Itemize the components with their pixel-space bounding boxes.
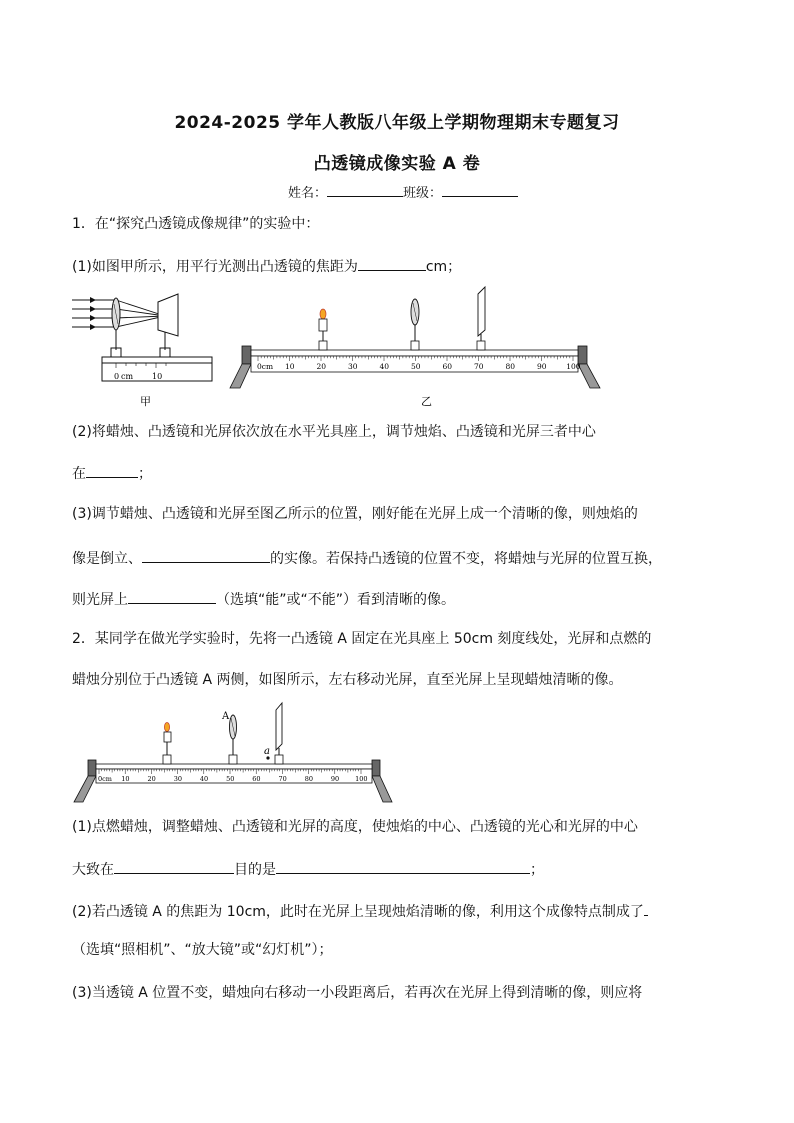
- scale-label: 0cm: [257, 362, 274, 371]
- light-screen: [158, 294, 178, 336]
- figure-label-jia: 甲: [140, 395, 151, 408]
- name-class-line: [288, 181, 518, 204]
- class-label: 班级：: [403, 186, 443, 201]
- name-label: 姓名：: [288, 186, 328, 201]
- q1-center-blank[interactable]: [86, 462, 138, 478]
- lens-label-a: A: [222, 711, 230, 722]
- scale-label: 40: [199, 775, 209, 783]
- scale-label: 100: [355, 775, 368, 783]
- q1-part2: (2)将蜡烛、凸透镜和光屏依次放在水平光具座上，调节烛焰、凸透镜和光屏三者中心: [72, 424, 596, 440]
- scale-label: 80: [304, 775, 313, 783]
- document-subtitle: 凸透镜成像实验 A 卷: [313, 154, 481, 174]
- q1-focal-blank[interactable]: [358, 255, 426, 271]
- bench-leg-left: [74, 776, 96, 802]
- point-label-a: a: [264, 746, 270, 757]
- scale-label: 60: [442, 362, 453, 371]
- convex-lens: [411, 299, 419, 350]
- q2-purpose-blank[interactable]: [276, 858, 530, 874]
- scale-label: 50: [226, 775, 235, 783]
- document-title: 2024-2025 学年人教版八年级上学期物理期末专题复习: [174, 113, 620, 133]
- bench-rail: [251, 350, 578, 356]
- candle: [319, 309, 327, 350]
- convex-lens-a: [229, 715, 237, 764]
- q1-image-type-blank[interactable]: [142, 547, 270, 563]
- scale-label: 90: [537, 362, 547, 371]
- light-screen: [275, 703, 283, 764]
- q2-part2-text: (2)若凸透镜 A 的焦距为 10cm，此时在光屏上呈现烛焰清晰的像，利用这个成像特点制成了: [72, 904, 644, 920]
- q2-part2: [72, 900, 648, 922]
- stands: [111, 330, 170, 358]
- tick-label: 0: [114, 372, 120, 381]
- figure-jia: [70, 284, 220, 409]
- scale-label: 80: [505, 362, 516, 371]
- q2-part1-text: 大致在: [72, 862, 114, 878]
- q1-part3-cont: [72, 547, 662, 569]
- figure-q2: [68, 700, 398, 808]
- scale-label: 60: [252, 775, 261, 783]
- bench-rail: [96, 764, 372, 769]
- bench-leg-right: [578, 364, 600, 388]
- ray-arrows: [90, 297, 96, 330]
- q1-part3-text3: 则光屏上: [72, 592, 128, 608]
- scale-label: 50: [411, 362, 421, 371]
- q2-part1-text2: 目的是: [234, 862, 276, 878]
- q1-intro: 1．在“探究凸透镜成像规律”的实验中：: [72, 216, 320, 232]
- q1-part1-text: (1)如图甲所示，用平行光测出凸透镜的焦距为: [72, 259, 358, 275]
- q1-part2-text: 在: [72, 466, 86, 482]
- q2-device-blank[interactable]: [644, 900, 648, 916]
- figure-yi: [228, 284, 604, 409]
- q1-part1: [72, 255, 461, 277]
- q2-intro: 2．某同学在做光学实验时，先将一凸透镜 A 固定在光具座上 50cm 刻度线处，光屏和点燃的: [72, 631, 652, 647]
- scale-label: 100: [566, 362, 581, 371]
- scale-label: 70: [278, 775, 287, 783]
- bench-rail: [102, 357, 212, 363]
- bench-leg-left: [230, 364, 251, 388]
- q1-part3: (3)调节蜡烛、凸透镜和光屏至图乙所示的位置，刚好能在光屏上成一个清晰的像，则烛焰的: [72, 506, 638, 522]
- q2-height-blank[interactable]: [114, 858, 234, 874]
- scale-label: 0cm: [98, 775, 112, 783]
- q2-part1-end: ；: [530, 862, 544, 878]
- q1-part1-unit: cm；: [425, 259, 462, 275]
- scale-label: 20: [316, 362, 327, 371]
- q1-part2-cont: [72, 462, 152, 484]
- scale-label: 30: [173, 775, 182, 783]
- tick-label: 10: [152, 372, 163, 381]
- q2-part1: (1)点燃蜡烛，调整蜡烛、凸透镜和光屏的高度，使烛焰的中心、凸透镜的光心和光屏的中心: [72, 819, 638, 835]
- scale-label: 90: [330, 775, 340, 783]
- q2-intro-cont: 蜡烛分别位于凸透镜 A 两侧，如图所示，左右移动光屏，直至光屏上呈现蜡烛清晰的像。: [72, 672, 623, 688]
- scale-label: 70: [474, 362, 484, 371]
- scale-label: 20: [147, 775, 156, 783]
- bench-post-left: [242, 346, 251, 364]
- q1-swap-blank[interactable]: [128, 588, 216, 604]
- scale-label: 10: [285, 362, 295, 371]
- bench-leg-right: [372, 776, 392, 802]
- figure-label-yi: 乙: [421, 395, 432, 408]
- q2-part1-cont: [72, 858, 544, 880]
- light-screen: [477, 287, 485, 350]
- q1-part3-end: [72, 588, 455, 610]
- q2-part3: (3)当透镜 A 位置不变，蜡烛向右移动一小段距离后，若再次在光屏上得到清晰的像，则应将: [72, 985, 643, 1001]
- bench-post-left: [88, 760, 96, 776]
- bench-post-right: [372, 760, 380, 776]
- scale-label: 40: [379, 362, 390, 371]
- class-blank[interactable]: [442, 181, 518, 197]
- scale-label: 30: [348, 362, 358, 371]
- scale-label: 10: [121, 775, 130, 783]
- tick-label: cm: [121, 372, 134, 381]
- q1-part3-text2: 的实像。若保持凸透镜的位置不变，将蜡烛与光屏的位置互换，: [270, 551, 662, 567]
- q1-part3-text: 像是倒立、: [72, 551, 142, 567]
- q1-part3-text4: （选填“能”或“不能”）看到清晰的像。: [216, 592, 456, 608]
- q1-part2-end: ；: [138, 466, 152, 482]
- name-blank[interactable]: [327, 181, 403, 197]
- q2-part2-cont: （选填“照相机”、“放大镜”或“幻灯机”）；: [72, 942, 333, 958]
- candle: [163, 723, 171, 765]
